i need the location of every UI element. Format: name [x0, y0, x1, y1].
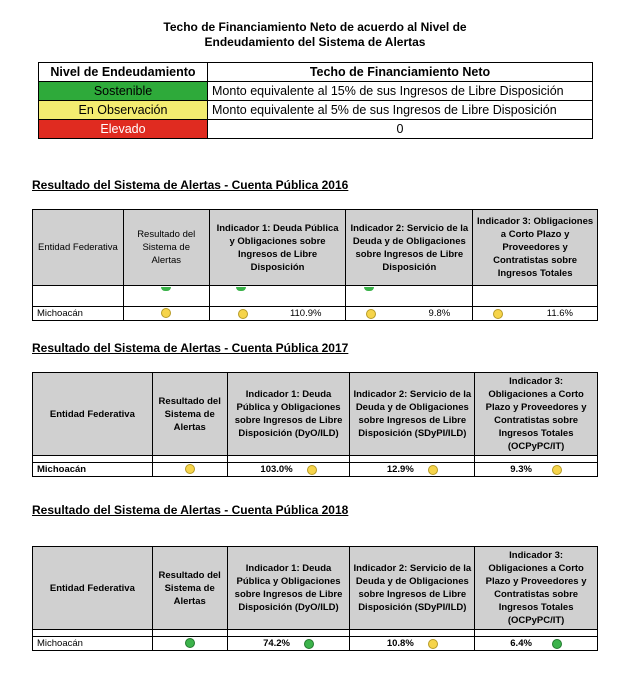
- header-indicator-1: Indicador 1: Deuda Pública y Obligaciones sobre Ingresos de Libre Disposición: [209, 210, 346, 286]
- title-line-1: Techo de Financiamiento Neto de acuerdo al Nivel de: [163, 20, 467, 34]
- indicator-3-status-dot: [552, 639, 562, 649]
- level-sostenible-value: Monto equivalente al 15% de sus Ingresos de Libre Disposición: [208, 82, 593, 101]
- indicator-1-status-dot: [307, 465, 317, 475]
- header-indicator-3: Indicador 3: Obligaciones a Corto Plazo y Proveedores y Contratistas sobre Ingresos Totales: [473, 210, 598, 286]
- header-indicator-3: Indicador 3: Obligaciones a Corto Plazo y Proveedores y Contratistas sobre Ingresos Totales (OCPyPC/IT): [475, 373, 598, 456]
- results-2018-table: [32, 546, 598, 651]
- title-line-2: Endeudamiento del Sistema de Alertas: [204, 35, 426, 49]
- header-indicator-1: Indicador 1: Deuda Pública y Obligaciones sobre Ingresos de Libre Disposición (DyO/ILD): [227, 547, 350, 630]
- indicator-2-value: 12.9%: [386, 464, 414, 475]
- entity-name: Michoacán: [33, 637, 153, 651]
- result-status-dot: [185, 464, 195, 474]
- level-sostenible: Sostenible: [39, 82, 208, 101]
- results-2016-table: [32, 209, 598, 321]
- header-entity: Entidad Federativa: [33, 210, 124, 286]
- section-2017-title: Resultado del Sistema de Alertas - Cuenta Pública 2017: [32, 341, 349, 355]
- indicator-2-status-dot: [428, 639, 438, 649]
- header-indicator-3: Indicador 3: Obligaciones a Corto Plazo y Proveedores y Contratistas sobre Ingresos Totales (OCPyPC/IT): [475, 547, 598, 630]
- status-dot-partial: [161, 287, 171, 291]
- header-result: Resultado del Sistema de Alertas: [152, 373, 227, 456]
- indicator-2-value: 10.8%: [386, 638, 414, 649]
- indicator-2-status-dot: [366, 309, 376, 319]
- header-indicator-2: Indicador 2: Servicio de la Deuda y de Obligaciones sobre Ingresos de Libre Disposición: [346, 210, 473, 286]
- level-elevado: Elevado: [39, 120, 208, 139]
- indicator-2-status-dot: [428, 465, 438, 475]
- levels-header-ceiling: Techo de Financiamiento Neto: [208, 63, 593, 82]
- indicator-3-value: 9.3%: [510, 464, 532, 475]
- header-indicator-1: Indicador 1: Deuda Pública y Obligaciones sobre Ingresos de Libre Disposición (DyO/ILD): [227, 373, 350, 456]
- indicator-2-value: 9.8%: [428, 308, 451, 319]
- level-observacion-value: Monto equivalente al 5% de sus Ingresos de Libre Disposición: [208, 101, 593, 120]
- header-indicator-2: Indicador 2: Servicio de la Deuda y de Obligaciones sobre Ingresos de Libre Disposición (SDyPI/ILD): [350, 547, 475, 630]
- indicator-1-status-dot: [304, 639, 314, 649]
- indicator-3-value: 6.4%: [510, 638, 532, 649]
- header-entity: Entidad Federativa: [33, 547, 153, 630]
- header-indicator-2: Indicador 2: Servicio de la Deuda y de Obligaciones sobre Ingresos de Libre Disposición (SDyPI/ILD): [350, 373, 475, 456]
- levels-table: [38, 62, 593, 139]
- indicator-3-status-dot: [493, 309, 503, 319]
- results-2017-table: [32, 372, 598, 477]
- status-dot-partial: [364, 287, 374, 291]
- status-dot-partial: [236, 287, 246, 291]
- entity-name: Michoacán: [33, 463, 153, 477]
- indicator-1-value: 74.2%: [263, 638, 290, 649]
- header-result: Resultado del Sistema de Alertas: [123, 210, 209, 286]
- section-2018-title: Resultado del Sistema de Alertas - Cuenta Pública 2018: [32, 503, 349, 517]
- indicator-1-value: 103.0%: [260, 464, 293, 475]
- level-elevado-value: 0: [208, 120, 593, 139]
- result-status-dot: [161, 308, 171, 318]
- page-title: [0, 20, 630, 50]
- entity-name: Michoacán: [33, 307, 124, 321]
- indicator-3-status-dot: [552, 465, 562, 475]
- indicator-1-status-dot: [238, 309, 248, 319]
- indicator-3-value: 11.6%: [546, 308, 573, 319]
- result-status-dot: [185, 638, 195, 648]
- header-result: Resultado del Sistema de Alertas: [152, 547, 227, 630]
- level-observacion: En Observación: [39, 101, 208, 120]
- header-entity: Entidad Federativa: [33, 373, 153, 456]
- section-2016-title: Resultado del Sistema de Alertas - Cuenta Pública 2016: [32, 178, 349, 192]
- indicator-1-value: 110.9%: [289, 308, 322, 319]
- levels-header-level: Nivel de Endeudamiento: [39, 63, 208, 82]
